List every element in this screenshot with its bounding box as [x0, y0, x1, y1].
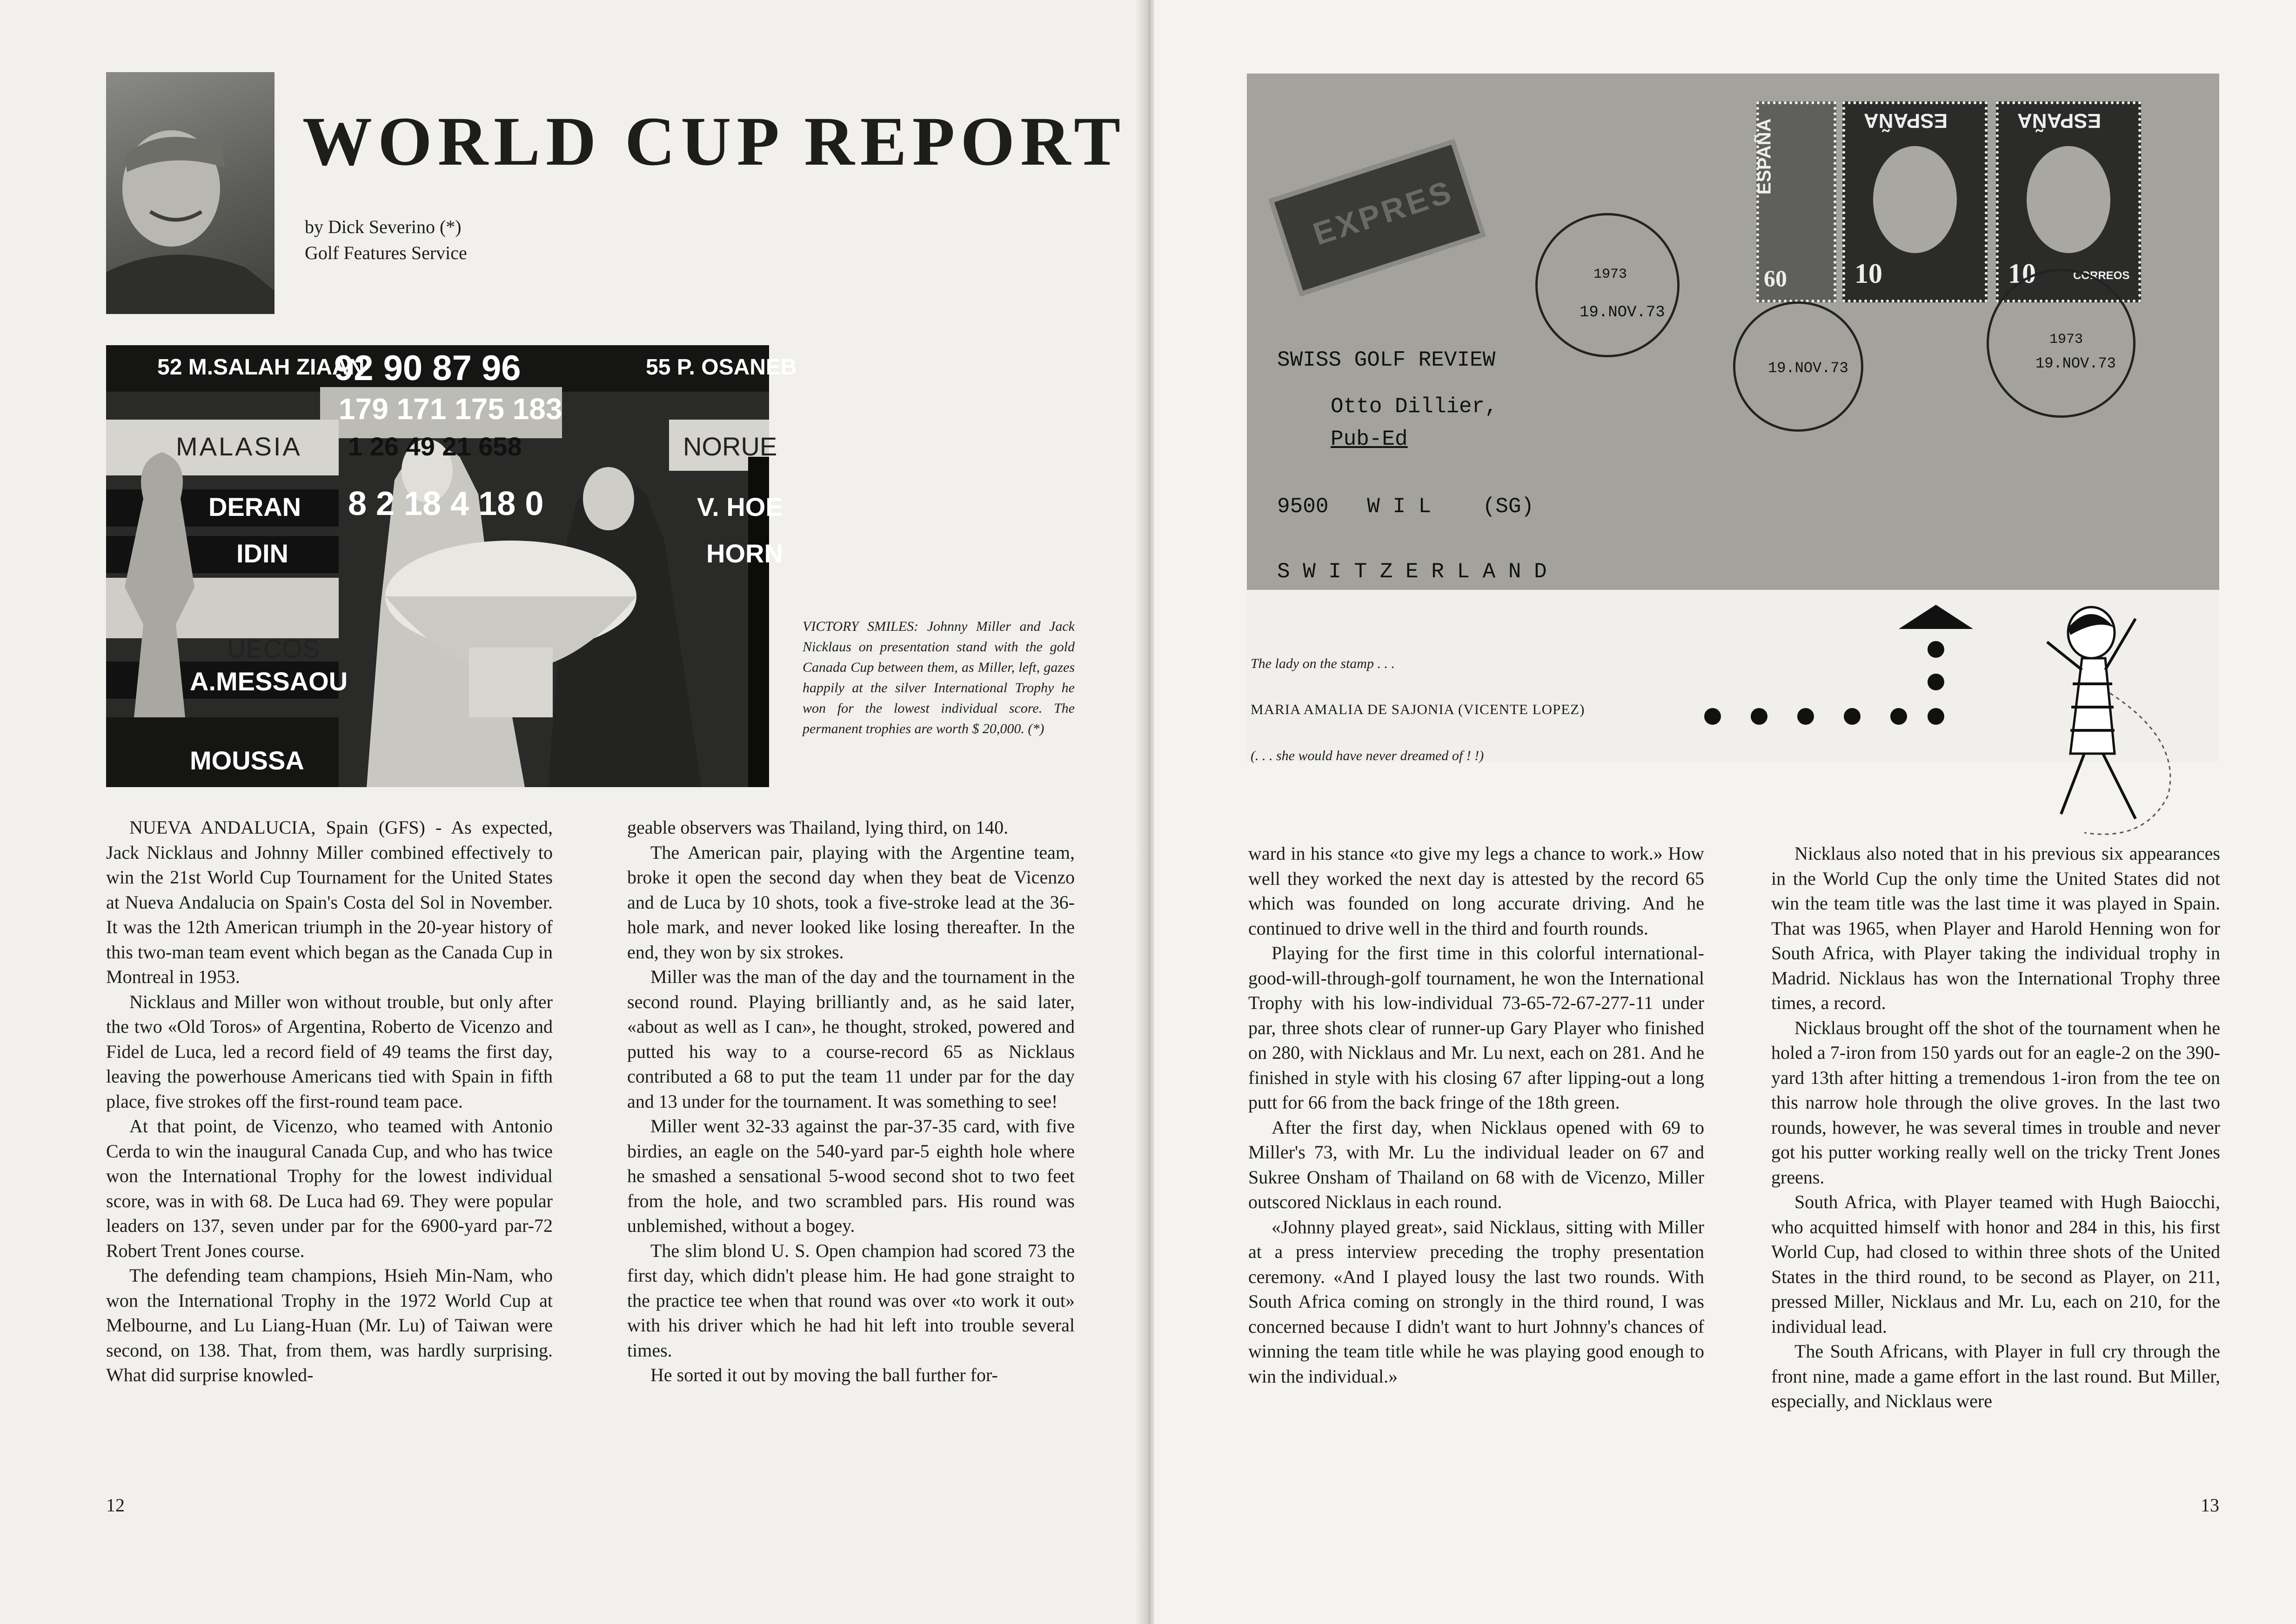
- stamp-portrait: [1873, 146, 1957, 253]
- arrow-dot: [1890, 708, 1907, 725]
- stamp-1: [1756, 101, 1836, 302]
- paragraph: Nicklaus and Miller won without trouble, but only after the two «Old Toros» of Argentina, Roberto de Vicenzo and Fidel de Luca, led a record field of 49 teams the first day, leaving the powerhouse Americans tied with Spain in fifth place, five strokes off the first-round team pace.: [106, 991, 553, 1112]
- arrow-dot: [1751, 708, 1767, 725]
- stamp-label: CORREOS: [2073, 269, 2130, 282]
- express-label: [1268, 139, 1486, 296]
- left-page: [0, 0, 1145, 1624]
- arrow-dot: [1844, 708, 1861, 725]
- paragraph: He sorted it out by moving the ball further for-: [650, 1364, 998, 1385]
- scoreboard-name-8: MOUSSA: [190, 746, 304, 775]
- paragraph: «Johnny played great», said Nicklaus, sitting with Miller at a press interview preceding the trophy presentation ceremony. «And I played lousy the last two rounds. With South Africa coming on strongly in the third round, I was concerned because I didn't want to hurt Johnny's chances of winning the team title while he was playing good enough to win the individual.»: [1248, 1216, 1704, 1387]
- stamp-country: ESPAÑA: [1754, 118, 1775, 195]
- express-label-text: EXPRES: [1309, 174, 1458, 252]
- scoreboard-name-1: 52 M.SALAH ZIAAN: [157, 355, 365, 380]
- address-line-1: SWISS GOLF REVIEW: [1277, 348, 1496, 372]
- author-portrait: [106, 72, 274, 314]
- arrow-dot: [1797, 708, 1814, 725]
- postmark-2: [1733, 301, 1863, 432]
- scoreboard-scores-3: 1 26 49 21 658: [348, 432, 522, 461]
- paragraph: The South Africans, with Player in full cry through the front nine, made a game effort in the last round. But Miller, especially, and Nicklaus were: [1771, 1341, 2220, 1411]
- scoreboard-country-norue: NORUE: [683, 432, 777, 461]
- stamp-2: [1842, 101, 1988, 302]
- right-column-1: [1248, 841, 1704, 1389]
- stamp-value-small: 60: [1764, 265, 1787, 291]
- stamp-value: 10: [1854, 258, 1882, 289]
- paragraph: geable observers was Thailand, lying third, on 140.: [627, 817, 1009, 838]
- scoreboard-name-2: 55 P. OSANEB: [646, 355, 797, 380]
- scoreboard-country-malasia: MALASIA: [176, 432, 302, 461]
- dancer-illustration: [2028, 600, 2196, 851]
- paragraph: After the first day, when Nicklaus opened with 69 to Miller's 73, with Mr. Lu the individual leader on 67 and Sukree Onsham of Thailand on 68 with de Vicenzo, Miller outscored Nicklaus in each round.: [1248, 1116, 1704, 1212]
- stamp-portrait: [2027, 146, 2110, 253]
- scoreboard-scores-1: 92 90 87 96: [334, 348, 521, 388]
- arrow-dot: [1704, 708, 1721, 725]
- paragraph: Nicklaus brought off the shot of the tournament when he holed a 7-iron from 150 yards out for an eagle-2 on the 390-yard 13th after hitting a tremendous 1-iron from the tee on this narrow hole through the olive groves. In the last two rounds, however, he was several times in trouble and never got his putter working really well on the tricky Trent Jones greens.: [1771, 1017, 2220, 1188]
- article-title: WORLD CUP REPORT: [302, 103, 1126, 180]
- paragraph: At that point, de Vicenzo, who teamed with Antonio Cerda to win the inaugural Canada Cup, and who has twice won the International Trophy for the lowest individual score, was in with 68. De Luca had 69. They were popular leaders on 137, seven under par for the 6900-yard par-72 Robert Trent Jones course.: [106, 1116, 553, 1261]
- paragraph: The slim blond U. S. Open champion had scored 73 the first day, which didn't please him. He had gone straight to the practice tee when that round was over «to work it out» with his driver which he had hit left into trouble several times.: [627, 1240, 1075, 1361]
- byline-service: Golf Features Service: [305, 242, 467, 263]
- scoreboard-name-6: HORN: [706, 539, 783, 568]
- right-column-2: [1771, 841, 2220, 1414]
- stamp-value: 10: [2008, 258, 2036, 289]
- address-line-2: Otto Dillier,: [1331, 394, 1498, 419]
- postmark-year: 1973: [2049, 332, 2083, 348]
- scoreboard-scores-4: 8 2 18 4 18 0: [348, 485, 544, 522]
- paragraph: ward in his stance «to give my legs a chance to work.» How well they worked the next day is attested by the record 65 which was founded on long accurate driving. And he continued to drive well in the third and fourth rounds.: [1248, 843, 1704, 939]
- arrow-dot: [1928, 708, 1944, 725]
- paragraph: South Africa, with Player teamed with Hugh Baiocchi, who acquitted himself with honor and 284 in this, his first World Cup, had closed to within three shots of the United States in the third round, to be second as Player, on 211, pressed Miller, Nicklaus and Mr. Lu, each on 210, for the individual lead.: [1771, 1191, 2220, 1337]
- postmark-3: [1987, 269, 2135, 418]
- arrow-head-icon: [1899, 605, 1973, 633]
- envelope-photo: [1247, 74, 2219, 590]
- paragraph: The defending team champions, Hsieh Min-Nam, who won the International Trophy in the 1972 World Cup at Melbourne, and Lu Liang-Huan (Mr. Lu) of Taiwan were second, on 138. That, from them, was hardly surprising. What did surprise knowled-: [106, 1265, 553, 1385]
- postmark-date: 19.NOV.73: [1580, 304, 1665, 321]
- arrow-dot: [1928, 674, 1944, 690]
- paragraph: NUEVA ANDALUCIA, Spain (GFS) - As expected, Jack Nicklaus and Johnny Miller combined effectively to win the 21st World Cup Tournament for the United States at Nueva Andalucia on Spain's Costa del Sol in November. It was the 12th American triumph in the 20-year history of this two-man team event which began as the Canada Cup in Montreal in 1953.: [106, 817, 553, 987]
- scoreboard-name-4: V. HOE: [697, 492, 783, 521]
- stamp-country: ESPAÑA: [1864, 109, 1948, 132]
- paragraph: Playing for the first time in this colorful international-good-will-through-golf tournament, he won the International Trophy with his low-individual 73-65-72-67-277-11 under par, three shots clear of runner-up Gary Player who finished on 280, with Nicklaus and Mr. Lu next, each on 281. And he finished in style with his closing 67 after lipping-out a long putt for 66 from the back fringe of the 18th green.: [1248, 942, 1704, 1113]
- postmark-date: 19.NOV.73: [2035, 355, 2116, 372]
- scoreboard-name-3: DERAN: [208, 492, 301, 521]
- postmark-year: 1973: [1593, 267, 1627, 282]
- photo-caption: VICTORY SMILES: Johnny Miller and Jack Nicklaus on presentation stand with the gold Canada Cup between them, as Miller, left, gazes happily at the silver International Trophy he won for the lowest individual score. The permanent trophies are worth $ 20,000. (*): [803, 619, 1075, 736]
- byline: [305, 214, 467, 266]
- caption-dreamed: (. . . she would have never dreamed of ! !): [1251, 748, 1484, 763]
- scoreboard-scores-2: 179 171 175 183: [339, 392, 562, 426]
- byline-author: by Dick Severino (*): [305, 216, 462, 237]
- right-page: [1154, 0, 2296, 1624]
- address-line-3: Pub-Ed: [1331, 427, 1408, 451]
- left-column-1: [106, 815, 553, 1388]
- address-line-4: 9500 W I L (SG): [1277, 495, 1534, 519]
- paragraph: Miller went 32-33 against the par-37-35 card, with five birdies, an eagle on the 540-yard par-5 eighth hole where he smashed a sensational 5-wood second shot to two feet from the hole, and two scrambled pars. His round was unblemished, without a bogey.: [627, 1116, 1075, 1236]
- arrow-dot: [1928, 641, 1944, 658]
- caption-name: MARIA AMALIA DE SAJONIA (VICENTE LOPEZ): [1251, 701, 1585, 717]
- paragraph: Miller was the man of the day and the tournament in the second round. Playing brilliantly and, as he said later, «about as well as I can», he thought, stroked, powered and putted his way to a course-record 65 as Nicklaus contributed a 68 to put the team 11 under par for the day and 13 under for the tournament. It was something to see!: [627, 966, 1075, 1112]
- victory-photo: [106, 345, 797, 787]
- address-line-5: S W I T Z E R L A N D: [1277, 560, 1547, 584]
- postmark-date: 19.NOV.73: [1768, 360, 1848, 377]
- paragraph: The American pair, playing with the Argentine team, broke it open the second day when they beat de Vicenzo and de Luca by 10 shots, took a five-stroke lead at the 36-hole mark, and never looked like losing thereafter. In the end, they won by six strokes.: [627, 842, 1075, 962]
- page-number: 13: [2201, 1495, 2219, 1516]
- caption-lady: The lady on the stamp . . .: [1251, 656, 1395, 671]
- postmark-1: [1535, 213, 1680, 357]
- page-number: 12: [106, 1495, 125, 1516]
- scoreboard-name-7: A.MESSAOU: [190, 667, 348, 696]
- paragraph: Nicklaus also noted that in his previous six appearances in the World Cup the only time the United States did not win the team title was the last time it was played in Spain. That was 1965, when Player and Harold Henning won for South Africa, with Player taking the individual trophy in Madrid. Nicklaus has won the International Trophy three times, a record.: [1771, 843, 2220, 1013]
- scoreboard-name-5: IDIN: [236, 539, 288, 568]
- left-column-2: [627, 815, 1075, 1388]
- stamp-country: ESPAÑA: [2017, 109, 2102, 132]
- scoreboard-country-uecos: UECOS: [227, 634, 320, 663]
